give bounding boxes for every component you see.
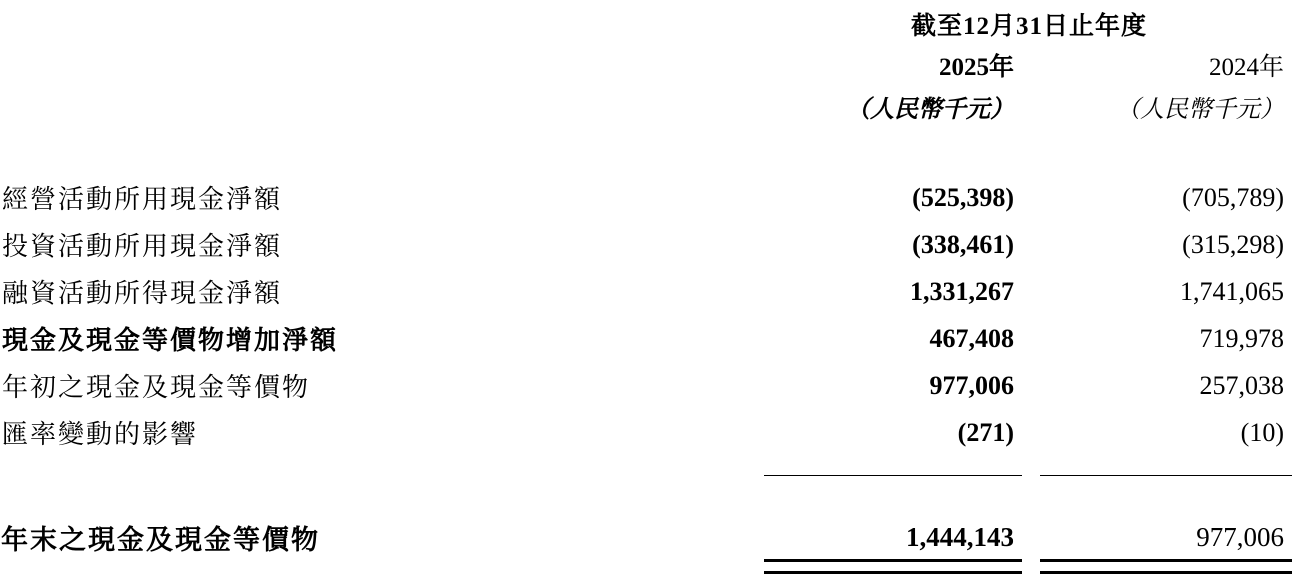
total-value-2024: 977,006 bbox=[1196, 522, 1284, 552]
row-value-2024: 1,741,065 bbox=[1180, 276, 1284, 306]
row-label: 現金及現金等價物增加淨額 bbox=[2, 326, 339, 355]
table-row bbox=[0, 315, 1298, 362]
table-header-period bbox=[0, 0, 1298, 44]
row-label: 經營活動所用現金淨額 bbox=[2, 185, 283, 214]
row-value-2025: (525,398) bbox=[912, 182, 1014, 212]
row-value-2024: (10) bbox=[1240, 417, 1284, 447]
header-spacer bbox=[0, 44, 760, 86]
rule-2024 bbox=[1036, 456, 1298, 476]
header-spacer bbox=[0, 86, 760, 128]
column-unit-2025: （人民幣千元） bbox=[846, 97, 1014, 123]
row-label: 年初之現金及現金等價物 bbox=[2, 373, 311, 402]
double-rule-2024 bbox=[1036, 559, 1298, 574]
period-title: 截至12月31日止年度 bbox=[910, 13, 1147, 40]
column-unit-2024: （人民幣千元） bbox=[1116, 97, 1284, 123]
header-body-spacer bbox=[0, 128, 1298, 174]
table-row bbox=[0, 268, 1298, 315]
subtotal-rule bbox=[0, 456, 1298, 476]
table-row bbox=[0, 174, 1298, 221]
table-row bbox=[0, 362, 1298, 409]
table-total-row bbox=[0, 512, 1298, 559]
total-label: 年末之現金及現金等價物 bbox=[1, 525, 320, 555]
total-spacer bbox=[0, 476, 1298, 512]
total-value-2025: 1,444,143 bbox=[906, 522, 1014, 552]
row-value-2025: (338,461) bbox=[912, 229, 1014, 259]
header-gap bbox=[1028, 86, 1036, 128]
row-label: 投資活動所用現金淨額 bbox=[2, 232, 283, 261]
double-rule-2025 bbox=[760, 559, 1028, 574]
row-value-2024: 719,978 bbox=[1199, 323, 1284, 353]
table-header-years bbox=[0, 44, 1298, 86]
row-value-2025: (271) bbox=[957, 417, 1014, 447]
row-value-2024: (315,298) bbox=[1182, 229, 1284, 259]
row-value-2025: 1,331,267 bbox=[910, 276, 1014, 306]
table-header-units bbox=[0, 86, 1298, 128]
row-value-2024: (705,789) bbox=[1182, 182, 1284, 212]
row-value-2025: 467,408 bbox=[929, 323, 1014, 353]
column-header-year-2024: 2024年 bbox=[1208, 54, 1284, 81]
total-double-rule bbox=[0, 559, 1298, 574]
column-header-year-2025: 2025年 bbox=[938, 54, 1014, 81]
row-value-2025: 977,006 bbox=[929, 370, 1014, 400]
header-gap bbox=[1028, 44, 1036, 86]
rule-2025 bbox=[760, 456, 1028, 476]
table-row bbox=[0, 221, 1298, 268]
row-label: 融資活動所得現金淨額 bbox=[2, 279, 283, 308]
row-label: 匯率變動的影響 bbox=[2, 420, 199, 449]
header-spacer bbox=[0, 0, 760, 44]
row-value-2024: 257,038 bbox=[1199, 370, 1284, 400]
table-row bbox=[0, 409, 1298, 456]
